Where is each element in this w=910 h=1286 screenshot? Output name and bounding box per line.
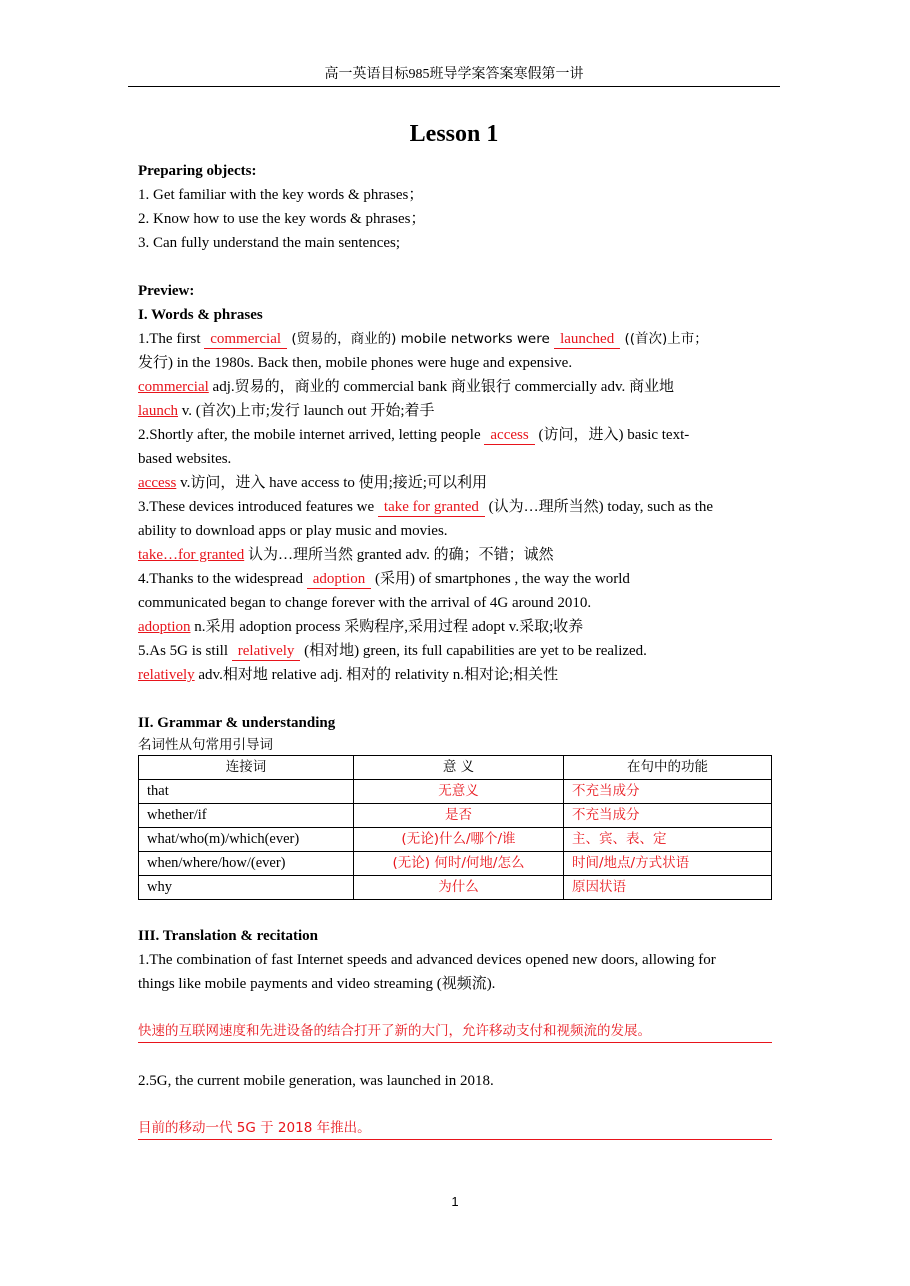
table-cell: what/who(m)/which(ever)	[139, 828, 354, 852]
table-cell: when/where/how/(ever)	[139, 852, 354, 876]
page-number: 1	[451, 1194, 459, 1209]
section-grammar-heading: II. Grammar & understanding	[138, 715, 336, 731]
table-cell: (无论) 何时/何地/怎么	[354, 852, 564, 876]
sentence-3-cont: ability to download apps or play music and movies.	[138, 523, 448, 539]
answer-blank: relatively	[232, 642, 301, 661]
page-header: 高一英语目标985班导学案答案寒假第一讲	[324, 67, 584, 82]
table-cell: 不充当成分	[564, 780, 772, 804]
table-row	[139, 876, 772, 900]
lesson-title: Lesson 1	[409, 121, 499, 147]
section-translation-heading: III. Translation & recitation	[138, 928, 319, 944]
column-header: 在句中的功能	[564, 756, 772, 780]
vocab-note: relatively adv.相对地 relative adj. 相对的 relativity n.相对论;相关性	[138, 667, 559, 683]
vocab-note: commercial adj.贸易的，商业的 commercial bank 商业银行 commercially adv. 商业地	[138, 379, 674, 395]
table-cell: that	[139, 780, 354, 804]
answer-blank: adoption	[307, 570, 372, 589]
table-cell: 原因状语	[564, 876, 772, 900]
vocab-note: launch v. (首次)上市;发行 launch out 开始;着手	[138, 403, 435, 419]
header-rule	[128, 86, 780, 87]
table-cell: 主、宾、表、定	[564, 828, 772, 852]
preparing-heading: Preparing objects:	[138, 163, 257, 179]
table-row	[139, 804, 772, 828]
objective-item: 1. Get familiar with the key words & phrases；	[138, 187, 424, 203]
table-cell: (无论)什么/哪个/谁	[354, 828, 564, 852]
table-cell: 不充当成分	[564, 804, 772, 828]
table-cell: 时间/地点/方式状语	[564, 852, 772, 876]
grammar-subtitle: 名词性从句常用引导词	[138, 737, 273, 753]
table-row	[139, 828, 772, 852]
sentence-4-cont: communicated began to change forever with the arrival of 4G around 2010.	[138, 595, 592, 611]
table-cell: 无意义	[354, 780, 564, 804]
sentence-4: 4.Thanks to the widespread adoption (采用) of smartphones , the way the world	[138, 571, 630, 587]
sentence-2-cont: based websites.	[138, 451, 232, 467]
table-cell: 为什么	[354, 876, 564, 900]
table-header-row	[139, 756, 772, 780]
translation-question-1: 1.The combination of fast Internet speeds and advanced devices opened new doors, allowing for	[138, 952, 716, 968]
vocab-note: adoption n.采用 adoption process 采购程序,采用过程 adopt v.采取;收养	[138, 619, 584, 635]
table-cell: whether/if	[139, 804, 354, 828]
table-row	[139, 852, 772, 876]
answer-blank: launched	[554, 330, 620, 349]
translation-answer-2: 目前的移动一代 5G 于 2018 年推出。	[138, 1117, 772, 1140]
sentence-3: 3.These devices introduced features we take for granted (认为…理所当然) today, such as the	[138, 499, 714, 515]
objective-item: 2. Know how to use the key words & phrases；	[138, 211, 426, 227]
sentence-1: 1.The first commercial (贸易的，商业的) mobile networks were launched ((首次)上市；	[138, 331, 708, 347]
sentence-1-cont: 发行) in the 1980s. Back then, mobile phones were huge and expensive.	[138, 355, 573, 371]
sentence-2: 2.Shortly after, the mobile internet arrived, letting people access (访问，进入) basic text-	[138, 427, 690, 443]
vocab-note: take…for granted 认为…理所当然 granted adv. 的确；不错；诚然	[138, 547, 554, 563]
answer-blank: commercial	[204, 330, 287, 349]
vocab-note: access v.访问，进入 have access to 使用;接近;可以利用	[138, 475, 487, 491]
preview-heading: Preview:	[138, 283, 195, 299]
objective-item: 3. Can fully understand the main sentences;	[138, 235, 401, 251]
translation-question-1-cont: things like mobile payments and video streaming (视频流).	[138, 976, 496, 992]
answer-blank: take for granted	[378, 498, 485, 517]
table-cell: 是否	[354, 804, 564, 828]
lesson-content	[138, 159, 772, 1140]
table-cell: why	[139, 876, 354, 900]
translation-answer-1: 快速的互联网速度和先进设备的结合打开了新的大门，允许移动支付和视频流的发展。	[138, 1020, 772, 1043]
sentence-5: 5.As 5G is still relatively (相对地) green, its full capabilities are yet to be realized.	[138, 643, 647, 659]
column-header: 意 义	[354, 756, 564, 780]
section-words-heading: I. Words & phrases	[138, 307, 263, 323]
conjunction-table	[138, 755, 772, 900]
translation-question-2: 2.5G, the current mobile generation, was launched in 2018.	[138, 1073, 494, 1089]
column-header: 连接词	[139, 756, 354, 780]
table-row	[139, 780, 772, 804]
answer-blank: access	[484, 426, 534, 445]
